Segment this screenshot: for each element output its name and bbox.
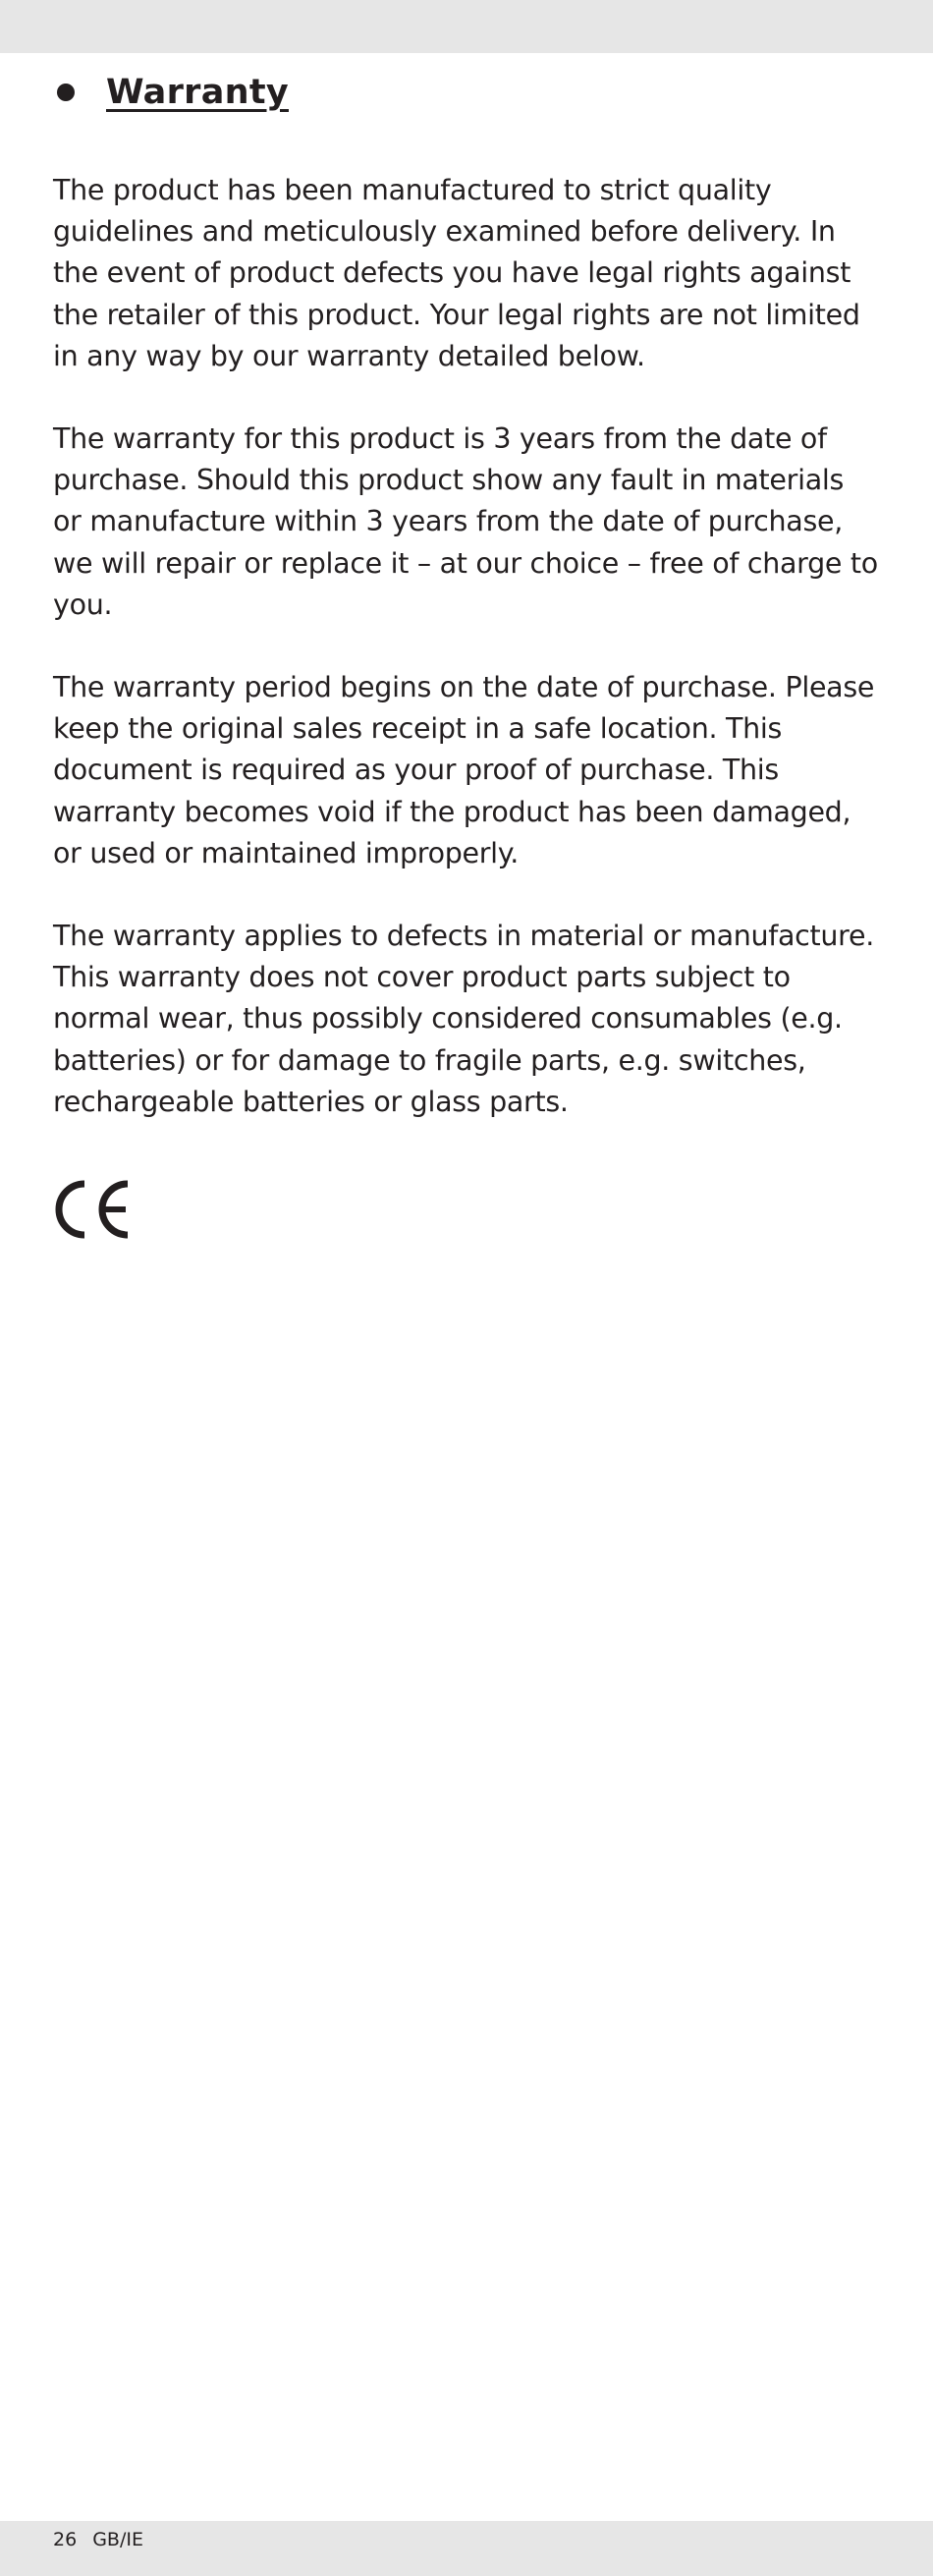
bullet-icon [57, 84, 75, 101]
region-code: GB/IE [92, 2529, 143, 2550]
section-heading: Warranty [106, 73, 289, 112]
page-footer [53, 2529, 143, 2550]
page-number: 26 [53, 2529, 78, 2550]
header-band [0, 0, 933, 53]
ce-mark-icon [53, 1178, 132, 1241]
paragraph-warranty-scope: The warranty applies to defects in material or manufacture. This warranty does not cover product parts subject to normal wear, thus possibly considered consumables (e.g. batteries) or for damage to fragile parts, e.g. switches, rechargeable batteries or glass parts. [53, 920, 874, 1118]
paragraph-warranty-term: The warranty for this product is 3 years from the date of purchase. Should this product show any fault in materials or manufacture within 3 years from the date of purchase, we will repair or replace it – at our choice – free of charge to you. [53, 422, 878, 621]
paragraph-quality: The product has been manufactured to strict quality guidelines and meticulously examined before delivery. In the event of product defects you have legal rights against the retailer of this product. Your legal rights are not limited in any way by our warranty detailed below. [53, 174, 860, 372]
paragraph-warranty-period: The warranty period begins on the date of purchase. Please keep the original sales receipt in a safe location. This document is required as your proof of purchase. This warranty becomes void if the product has been damaged, or used or maintained improperly. [53, 671, 875, 869]
heading-row [53, 63, 878, 122]
warranty-section [53, 63, 878, 1241]
